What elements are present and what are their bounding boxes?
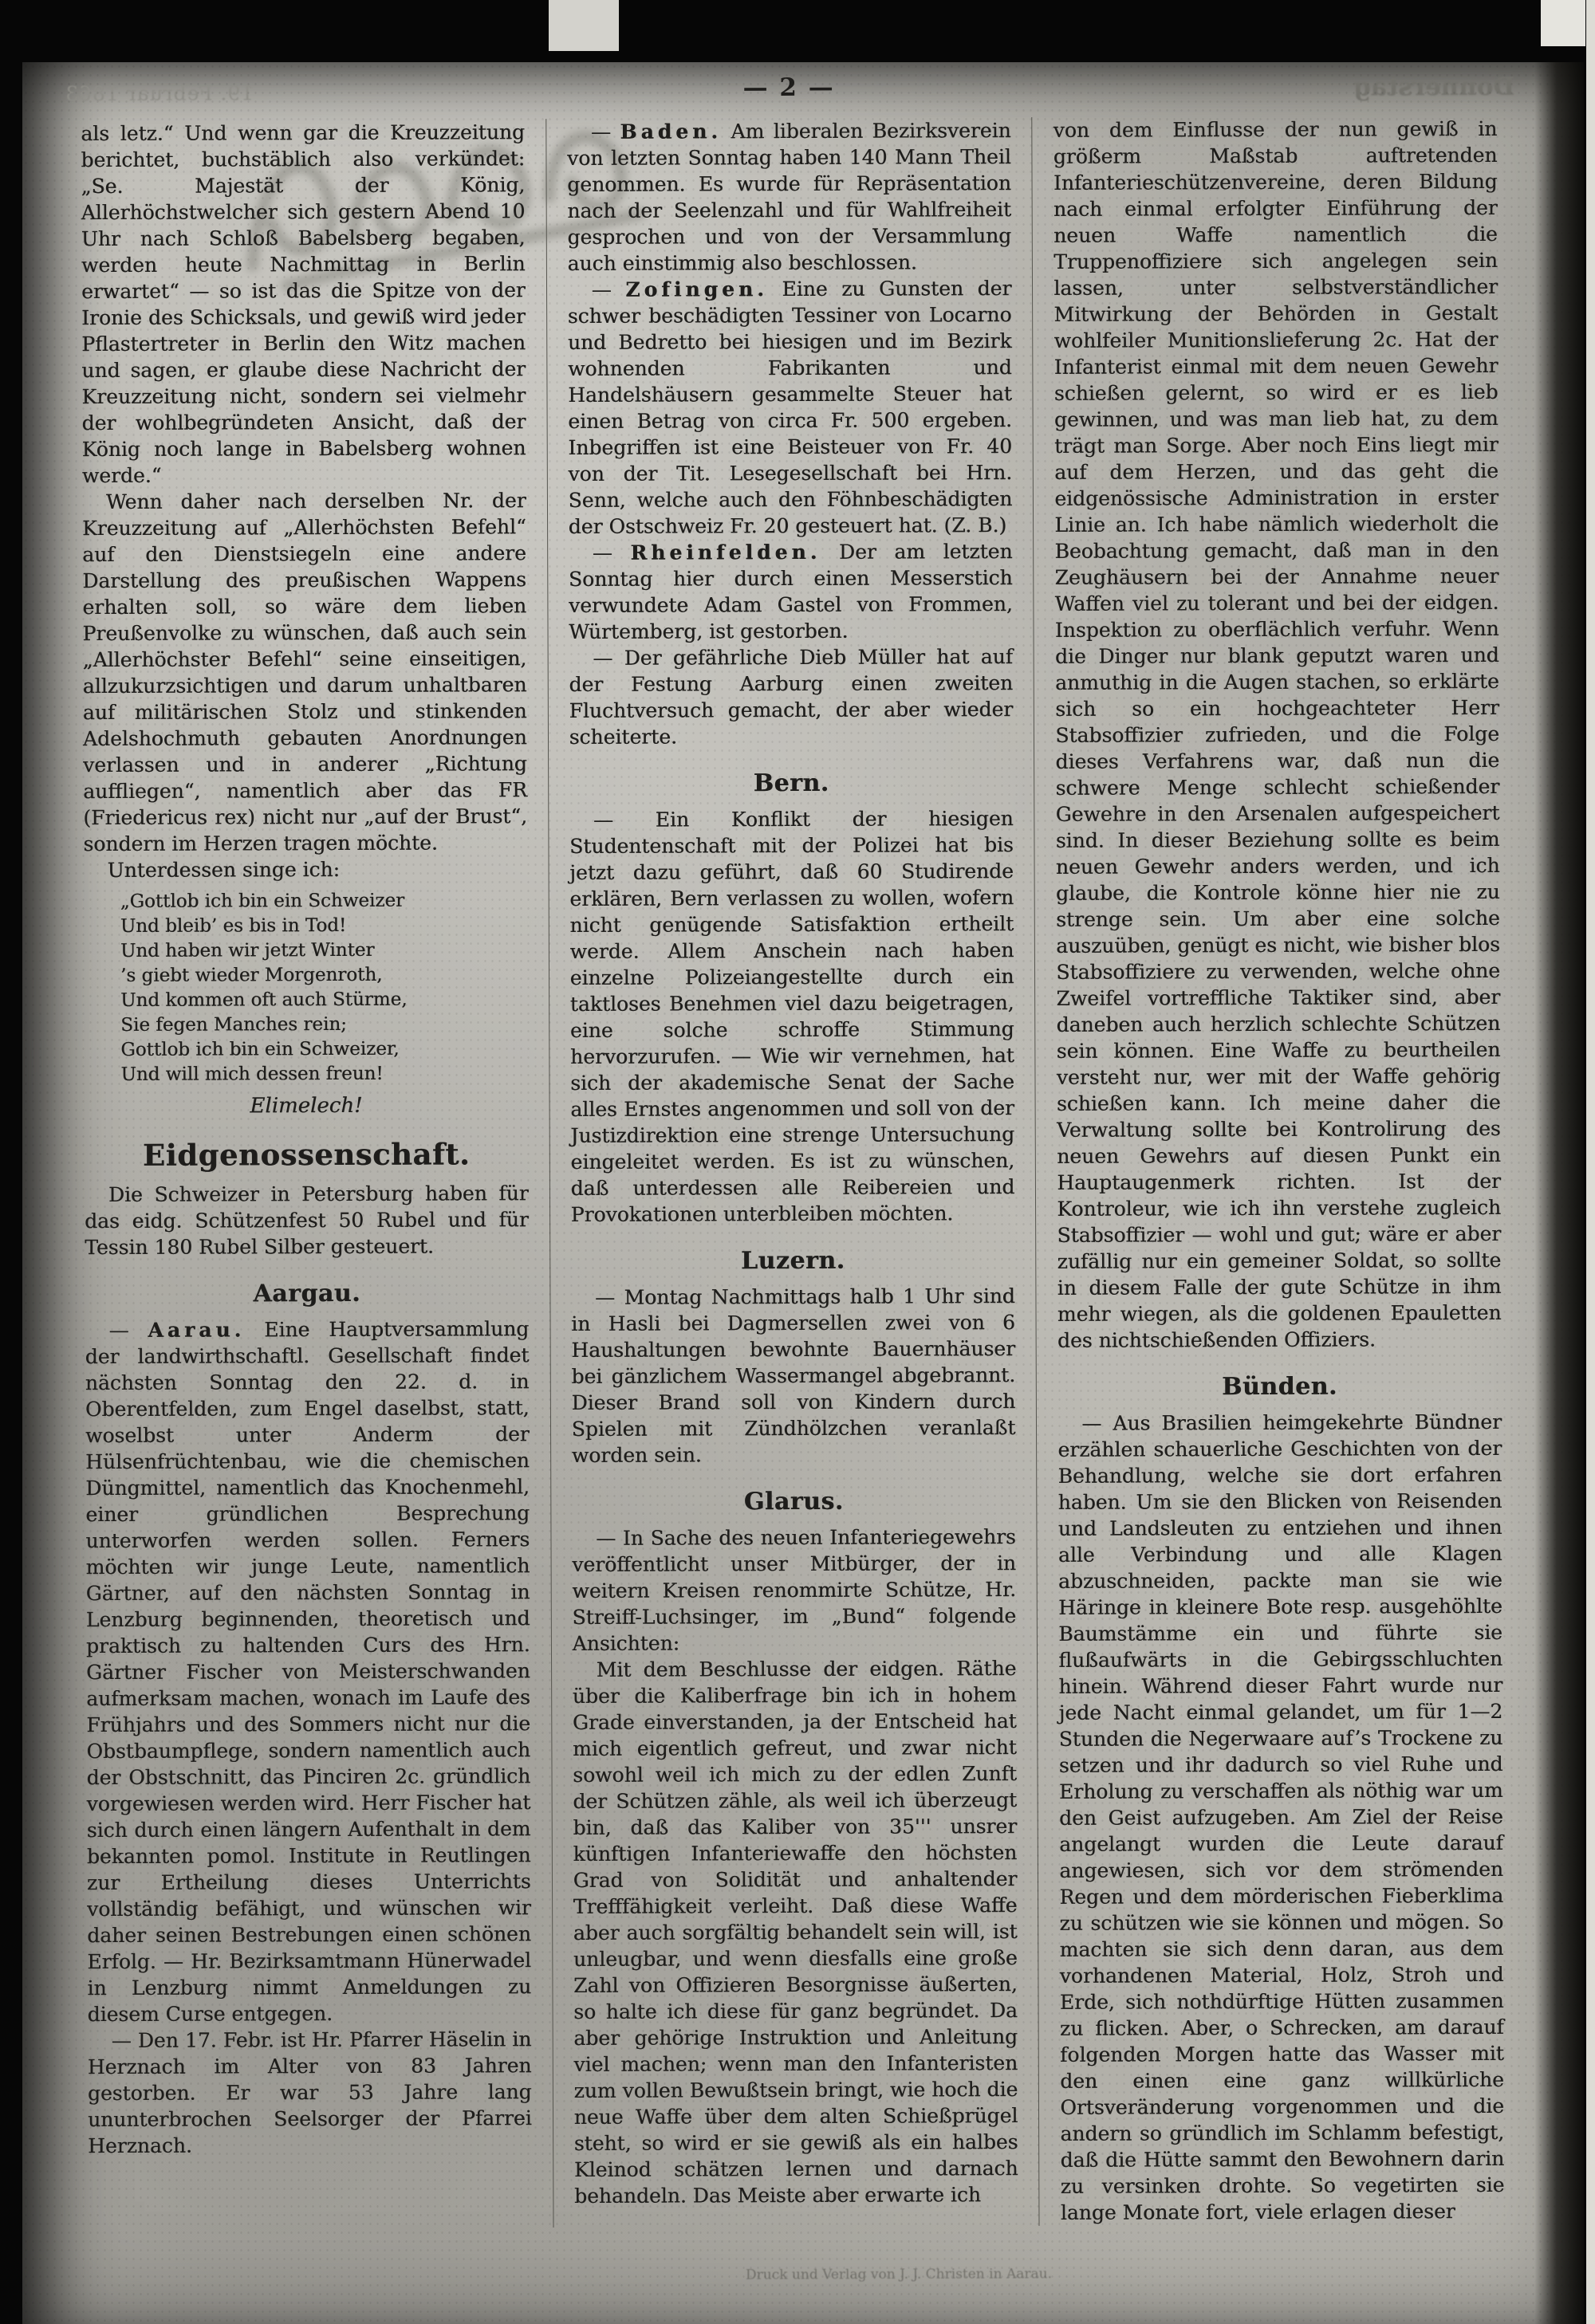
- scan-top-notch: [549, 0, 619, 51]
- paragraph: Unterdessen singe ich:: [107, 857, 341, 882]
- paragraph: — Den 17. Febr. ist Hr. Pfarrer Häselin in Herznach im Alter von 83 Jahren gestorben. Er war 53 Jahre lang ununterbrochen Seelsorger der Pfarrei Herznach.: [87, 2027, 532, 2158]
- scan-edge-strip: [1586, 0, 1595, 2324]
- paragraph: von dem Einflusse der nun gewiß in größerm Maßstab auftretenden Infanterieschützenvereine, deren Bildung nach einmal erfolgter Einführung der neuen Waffe namentlich die Truppenoffiziere sich angelegen sein lassen, unter selbstverständlicher Mitwirkung der Behörden in Gestalt wohlfeiler Munitionslieferung 2c. Hat der Infanterist einmal mit dem neuen Gewehr schießen gelernt, so wird er es lieb gewinnen, und was man lieb hat, zu dem trägt man Sorge. Aber noch Eins liegt mir auf dem Herzen, und das geht die eidgenössische Administration in erster Linie an. Ich habe nämlich wiederholt die Beobachtung gemacht, daß man in den Zeughäusern bei der Annahme neuer Waffen viel zu tolerant und bei der eidgen. Inspektion zu oberflächlich verfuhr. Wenn die Dinger nur blank geputzt waren und anmuthig in die Augen stachen, so erklärte sich so ein hochgeachteter Herr Stabsoffizier zufrieden, und die Folge dieses Verfahrens war, daß nun die schwere Menge schlecht schießender Gewehre in den Arsenalen aufgespeichert sind. In dieser Beziehung sollte es beim neuen Gewehr anders werden, und ich glaube, die Kontrole könne hier nie zu strenge sein. Um aber eine solche auszuüben, genügt es nicht, wie bisher blos Stabsoffiziere zu verwenden, welche ohne Zweifel vortreffliche Taktiker sind, aber daneben auch herzlich schlechte Schützen sein können. Eine Waffe zu beurtheilen versteht nur, wer mit der Waffe gehörig schießen kann. Ich meine daher die Verwaltung sollte bei Kontrolirung des neuen Gewehrs auf diesen Punkt ein Hauptaugenmerk richten. Ist der Kontroleur, wie ich ihn verstehe zugleich Stabsoffizier — wohl und gut; wäre er aber zufällig nur ein gemeiner Soldat, so sollte in diesem Falle der gute Schütze in ihm mehr wiegen, als die goldenen Epauletten des nichtschießenden Offiziers.: [1053, 116, 1502, 1352]
- printer-imprint: Druck und Verlag von J. J. Christen in Aarau.: [745, 2266, 1053, 2283]
- paper-sheet: [22, 62, 1584, 2324]
- newspaper-column-1: [60, 119, 553, 2229]
- paragraph: — Montag Nachmittags halb 1 Uhr sind in Hasli bei Dagmersellen zwei von 6 Haushaltungen bewohnte Bauernhäuser bei gänzlichem Wassermangel abgebrannt. Dieser Brand soll von Kindern durch Spielen mit Zündhölzchen veranlaßt worden sein.: [571, 1284, 1016, 1467]
- place-lead: Zofingen.: [625, 277, 768, 301]
- section-heading: Luzern.: [740, 1246, 845, 1276]
- poem-line: Und kommen oft auch Stürme,: [120, 989, 408, 1011]
- scan-shadow-band: [1534, 62, 1584, 2324]
- poem-line: ’s giebt wieder Morgenroth,: [120, 964, 383, 986]
- place-lead: Aarau.: [148, 1318, 246, 1342]
- section-heading: Glarus.: [743, 1487, 844, 1516]
- page-content: [60, 66, 1526, 2324]
- paragraph: — Rheinfelden. Der am letzten Sonntag hier durch einen Messerstich verwundete Adam Gastel von Frommen, Würtemberg, ist gestorben.: [568, 540, 1013, 643]
- section-heading: Aargau.: [253, 1279, 361, 1308]
- paragraph: — Aus Brasilien heimgekehrte Bündner erzählen schauerliche Geschichten von der Behandlung, welche sie dort erfahren haben. Um sie den Blicken von Reisenden und Landsleuten zu entziehen und ihnen alle Verbindung und alle Klagen abzuschneiden, packte man sie wie Häringe in kleinere Bote resp. ausgehöhlte Baumstämme ein und führte sie flußaufwärts in die Gebirgsschluchten hinein. Während dieser Fahrt wurde nur jede Nacht einmal gelandet, um für 1—2 Stunden die Negerwaare auf’s Trockene zu setzen und ihr dadurch so viel Ruhe und Erholung zu verschaffen als nöthig war um den Geist aufzugeben. Am Ziel der Reise angelangt wurden die Leute darauf angewiesen, sich vor dem strömenden Regen und dem mörderischen Fieberklima zu schützen wie sie können und mögen. So machten sie sich denn daran, aus dem vorhandenen Material, Holz, Stroh und Erde, sich nothdürftige Hütten zusammen zu flicken. Aber, o Schrecken, am darauf folgenden Morgen hatte das Wasser mit den einen eine ganz willkürliche Ortsveränderung vorgenommen und die andern so gründlich im Schlamm befestigt, daß die Hütte sammt den Bewohnern darin zu versinken drohte. So vegetirten sie lange Monate fort, viele erlagen dieser: [1057, 1410, 1505, 2224]
- section-heading: Eidgenossenschaft.: [142, 1136, 471, 1173]
- paragraph: — Ein Konflikt der hiesigen Studentenschaft mit der Polizei hat bis jetzt dazu geführt, daß 60 Studirende erklären, Bern verlassen zu wollen, wofern nicht genügende Satisfaktion ertheilt werde. Allem Anschein nach haben einzelne Polizeiangestellte durch ein taktloses Benehmen viel dazu beigetragen, eine solche schroffe Stimmung hervorzurufen. — Wie wir vernehmen, hat sich der akademische Senat der Sache alles Ernstes angenommen und soll von der Justizdirektion eine strenge Untersuchung eingeleitet werden. Es ist zu wünschen, daß unterdessen alle Reibereien und Provokationen unterbleiben möchten.: [569, 807, 1015, 1226]
- poem-line: Und bleib’ es bis in Tod!: [120, 914, 347, 937]
- poem-line: Sie fegen Manches rein;: [120, 1013, 347, 1036]
- paragraph: — Aarau. Eine Hauptversammlung der landwirthschaftl. Gesellschaft findet nächsten Sonntag den 22. d. in Oberentfelden, zum Engel daselbst, statt, woselbst unter Anderm der Hülsenfrüchtenbau, wie die chemischen Düngmittel, namentlich das Knochenmehl, einer gründlichen Besprechung unterworfen werden sollen. Ferners möchten wir junge Leute, namentlich Gärtner, auf den nächsten Sonntag in Lenzburg beginnenden, theoretisch und praktisch zu haltenden Curs des Hrn. Gärtner Fischer von Meisterschwanden aufmerksam machen, wonach im Laufe des Frühjahrs und des Sommers nicht nur die Obstbaumpflege, sondern namentlich auch der Obstschnitt, das Pinciren 2c. gründlich vorgewiesen werden wird. Herr Fischer hat sich durch einen längern Aufenthalt in dem bekannten pomol. Institute in Reutlingen zur Ertheilung dieses Unterrichts vollständig befähigt, und wünschen wir daher seinen Bestrebungen einen schönen Erfolg. — Hr. Bezirksamtmann Hünerwadel in Lenzburg nimmt Anmeldungen zu diesem Curse entgegen.: [85, 1317, 532, 2027]
- page-number: — 2 —: [742, 73, 835, 103]
- paragraph: — Der gefährliche Dieb Müller hat auf der Festung Aarburg einen zweiten Fluchtversuch gemacht, der aber wieder scheiterte.: [569, 645, 1014, 749]
- paragraph: — Baden. Am liberalen Bezirksverein von letzten Sonntag haben 140 Mann Theil genommen. Es wurde für Repräsentation nach der Seelenzahl und für Wahlfreiheit gesprochen und von der Versammlung auch einstimmig also beschlossen.: [567, 119, 1012, 275]
- section-heading: Bünden.: [1222, 1372, 1337, 1402]
- poem: [120, 888, 529, 1087]
- columns: [60, 116, 1525, 2229]
- place-lead: Rheinfelden.: [630, 540, 821, 564]
- page-header: [60, 66, 1518, 116]
- paragraph: — In Sache des neuen Infanteriegewehrs veröffentlicht unser Mitbürger, der in weitern Kreisen renommirte Schütze, Hr. Streiff-Luchsinger, im „Bund“ folgende Ansichten:: [572, 1525, 1017, 1655]
- scan-corner-patch: [1541, 0, 1585, 46]
- place-lead: Baden.: [620, 120, 723, 144]
- poem-line: „Gottlob ich bin ein Schweizer: [120, 890, 405, 912]
- poem-line: Und haben wir jetzt Winter: [120, 939, 375, 961]
- poem-line: Und will mich dessen freun!: [120, 1063, 384, 1085]
- paragraph: — Zofingen. Eine zu Gunsten der schwer beschädigten Tessiner von Locarno und Bedretto bei hiesigen und im Bezirk wohnenden Fabrikanten und Handelshäusern gesammelte Steuer hat einen Betrag von circa Fr. 500 ergeben. Inbegriffen ist eine Beisteuer von Fr. 40 von der Tit. Lesegesellschaft bei Hrn. Senn, welche auch den Föhnbeschädigten der Ostschweiz Fr. 20 gesteuert hat. (Z. B.): [567, 277, 1013, 538]
- paragraph: Die Schweizer in Petersburg haben für das eidg. Schützenfest 50 Rubel und für Tessin 180 Rubel Silber gesteuert.: [85, 1182, 529, 1260]
- section-heading: Bern.: [753, 769, 829, 798]
- paragraph: als letz.“ Und wenn gar die Kreuzzeitung berichtet, buchstäblich also verkündet: „Se. Majestät der König, Allerhöchstwelcher sich gestern Abend 10 Uhr nach Schloß Babelsberg begaben, werden heute Nachmittag in Berlin erwartet“ — so ist das die Spitze von der Ironie des Schicksals, und gewiß wird jeder Pflastertreter in Berlin den Witz machen und sagen, er glaube diese Nachricht der Kreuzzeitung nicht, sondern sei vielmehr der wohlbegründeten Ansicht, daß der König noch lange in Babelsberg wohnen werde.“: [81, 120, 526, 488]
- bleedthrough-date: 19. Februar 1863: [65, 81, 254, 106]
- newspaper-column-3: [1032, 116, 1526, 2226]
- poem-line: Gottlob ich bin ein Schweizer,: [120, 1038, 400, 1060]
- paragraph: Wenn daher nach derselben Nr. der Kreuzzeitung auf „Allerhöchsten Befehl“ auf den Dienstsiegeln eine andere Darstellung des preußischen Wappens erhalten soll, so wäre dem lieben Preußenvolke zu wünschen, daß auch sein „Allerhöchster Befehl“ seine einseitigen, allzukurzsichtigen und darum unhaltbaren auf militärischen Stolz und stinkenden Adelshochmuth gebauten Anordnungen verlassen und in anderer „Richtung auffliegen“, namentlich aber das FR (Friedericus rex) nicht nur „auf der Brust“, sondern im Herzen tragen möchte.: [82, 489, 528, 856]
- signature: Elimelech!: [250, 1093, 363, 1119]
- paragraph: Mit dem Beschlusse der eidgen. Räthe über die Kaliberfrage bin ich in hohem Grade einverstanden, ja der Entscheid hat mich eigentlich gefreut, und zwar nicht sowohl weil ich mich zu der edlen Zunft der Schützen zähle, als weil ich überzeugt bin, daß das Kaliber von 35''' unsrer künftigen Infanteriewaffe den höchsten Grad von Solidität und anhaltender Trefffähigkeit verleiht. Daß diese Waffe aber auch sorgfältig behandelt sein will, ist unleugbar, und wenn diesfalls eine große Zahl von Offizieren Besorgnisse äußerten, so halte ich diese für ganz begründet. Da aber gehörige Instruktion und Anleitung viel machen; wenn man den Infanteristen zum vollen Bewußtsein bringt, wie hoch die neue Waffe über dem alten Schießprügel steht, so wird er sie gewiß als ein halbes Kleinod schätzen lernen und darnach behandeln. Das Meiste aber erwarte ich: [572, 1657, 1018, 2208]
- newspaper-column-2: [545, 117, 1039, 2228]
- bleedthrough-day-name: Donnerstag: [1353, 72, 1515, 102]
